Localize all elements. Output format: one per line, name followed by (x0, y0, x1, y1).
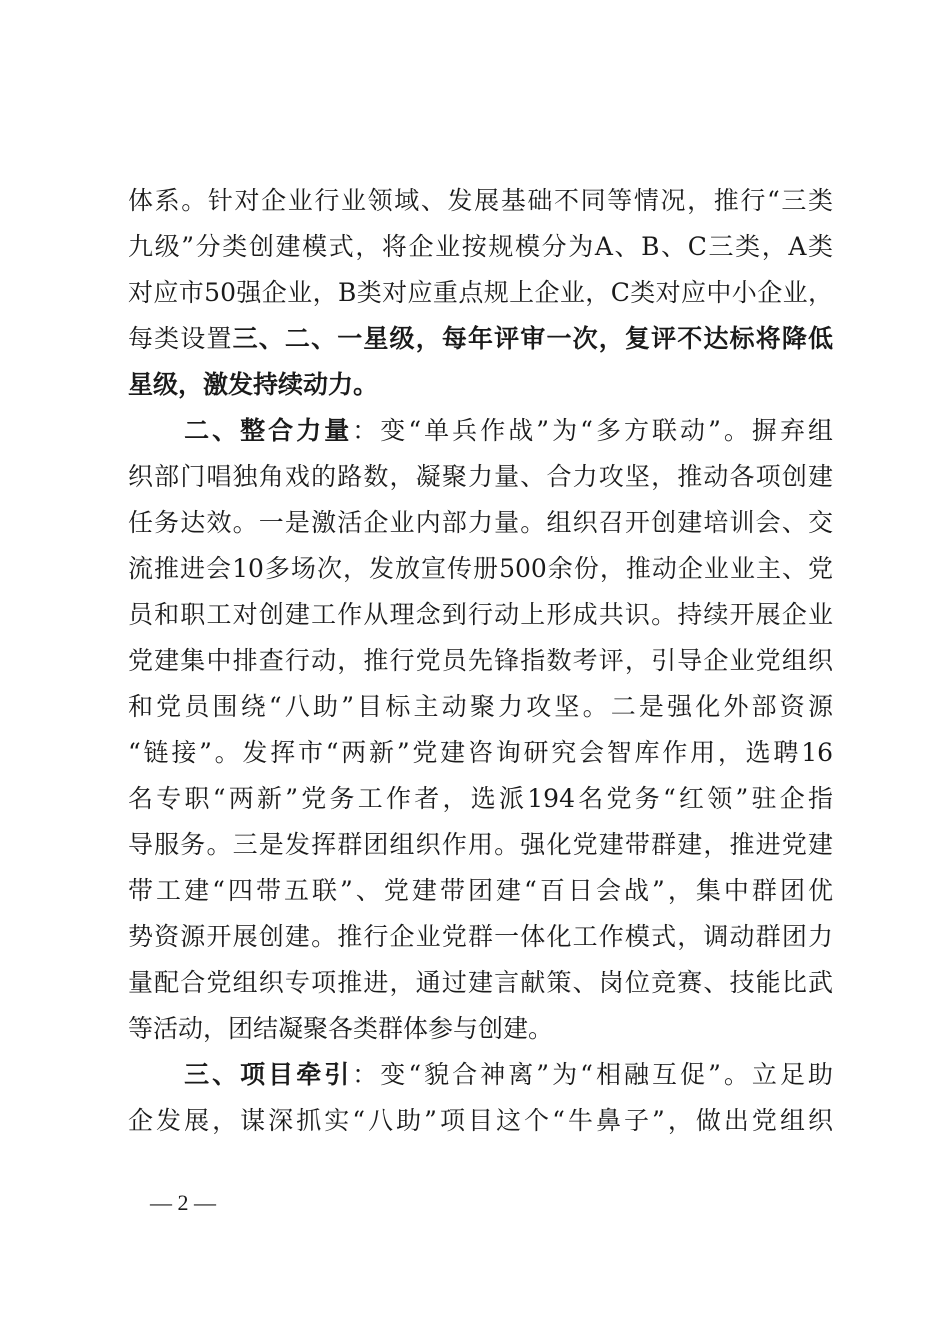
text-line (128, 1006, 833, 1052)
section-heading: 二、整合力量 (128, 416, 353, 445)
section-heading: 三、项目牵引 (128, 1060, 353, 1089)
text-run: 织部门唱独角戏的路数，凝聚力量、合力攻坚，推动各项创建 (128, 462, 833, 491)
text-run: 员和职工对创建工作从理念到行动上形成共识。持续开展企业 (128, 600, 833, 629)
text-line (128, 500, 833, 546)
text-run: 每类设置 (128, 324, 233, 353)
text-line (128, 178, 833, 224)
text-line (128, 776, 833, 822)
body-text (128, 178, 833, 1144)
text-line (128, 638, 833, 684)
text-run: ：变“貌合神离”为“相融互促”。立足助 (352, 1060, 833, 1089)
text-run: 量配合党组织专项推进，通过建言献策、岗位竞赛、技能比武 (128, 968, 833, 997)
text-run: 势资源开展创建。推行企业党群一体化工作模式，调动群团力 (128, 922, 833, 951)
text-run: 对应市50强企业，B类对应重点规上企业，C类对应中小企业， (128, 278, 833, 307)
text-line (128, 546, 833, 592)
text-line (128, 730, 833, 776)
text-run: 导服务。三是发挥群团组织作用。强化党建带群建，推进党建 (128, 830, 833, 859)
text-line (128, 270, 833, 316)
text-run: 流推进会10多场次，发放宣传册500余份，推动企业业主、党 (128, 554, 833, 583)
text-line (128, 592, 833, 638)
text-line (128, 914, 833, 960)
page-number: — 2 — (150, 1190, 216, 1215)
text-line (128, 684, 833, 730)
text-line (128, 868, 833, 914)
text-line (128, 362, 833, 408)
text-line (128, 316, 833, 362)
section-heading-line (128, 408, 833, 454)
text-line (128, 454, 833, 500)
text-run: “链接”。发挥市“两新”党建咨询研究会智库作用，选聘16 (128, 738, 833, 767)
text-run: 带工建“四带五联”、党建带团建“百日会战”，集中群团优 (128, 876, 833, 905)
text-line (128, 822, 833, 868)
text-line (128, 1098, 833, 1144)
section-heading-line (128, 1052, 833, 1098)
text-run: 九级”分类创建模式，将企业按规模分为A、B、C三类，A类 (128, 232, 833, 261)
text-line (128, 960, 833, 1006)
text-run: 等活动，团结凝聚各类群体参与创建。 (128, 1014, 554, 1043)
text-line (128, 224, 833, 270)
text-run: 企发展，谋深抓实“八助”项目这个“牛鼻子”，做出党组织 (128, 1106, 833, 1135)
text-run: 党建集中排查行动，推行党员先锋指数考评，引导企业党组织 (128, 646, 833, 675)
text-run: 体系。针对企业行业领域、发展基础不同等情况，推行“三类 (128, 186, 833, 215)
text-run: 名专职“两新”党务工作者，选派194名党务“红领”驻企指 (128, 784, 833, 813)
bold-text-run: 星级，激发持续动力。 (128, 370, 379, 399)
text-run: 任务达效。一是激活企业内部力量。组织召开创建培训会、交 (128, 508, 833, 537)
bold-text-run: 三、二、一星级，每年评审一次，复评不达标将降低 (232, 324, 833, 353)
text-run: 和党员围绕“八助”目标主动聚力攻坚。二是强化外部资源 (128, 692, 833, 721)
text-run: ：变“单兵作战”为“多方联动”。摒弃组 (352, 416, 833, 445)
